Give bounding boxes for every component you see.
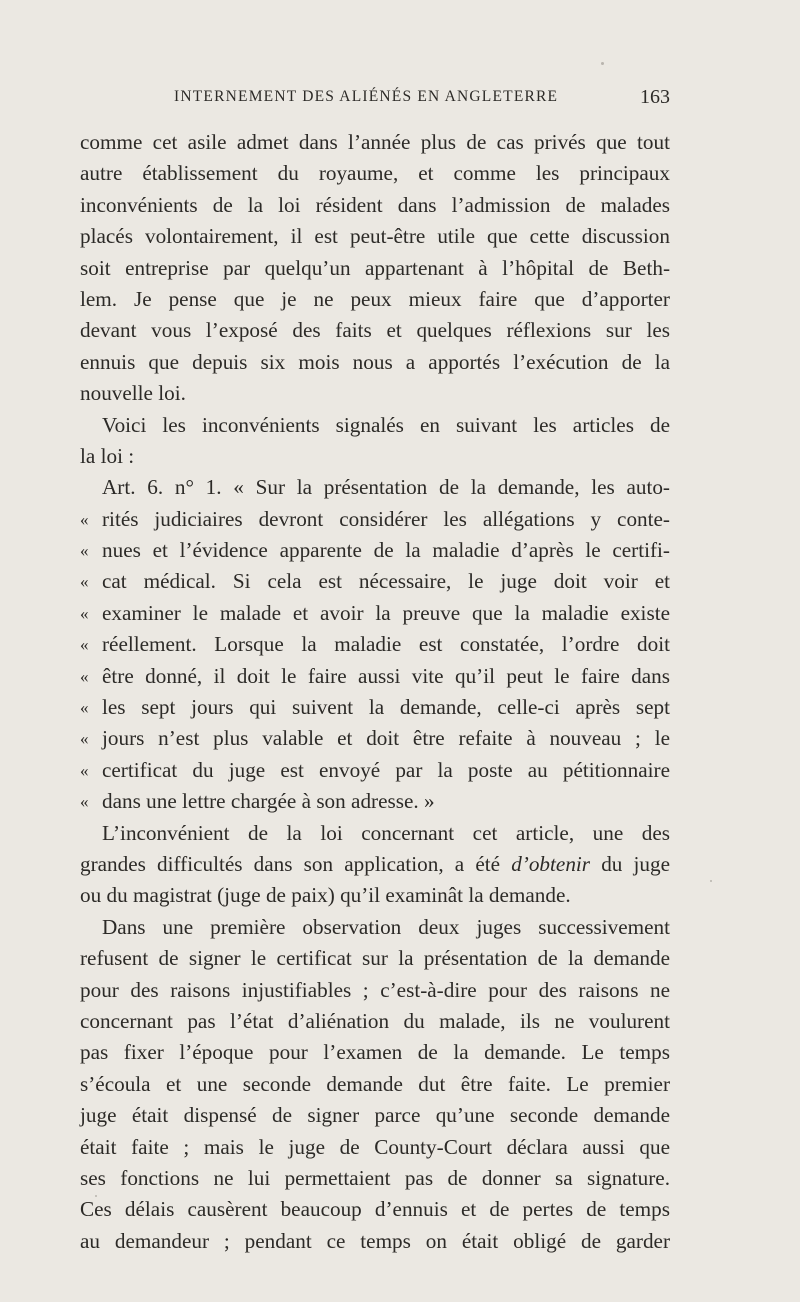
quote-text: être donné, il doit le faire aussi vite qu’il peut le faire dans <box>102 663 670 688</box>
quote-line <box>80 535 670 566</box>
emphasis-text: d’obtenir <box>511 851 591 876</box>
paper-speck <box>601 62 604 65</box>
text-line: pas fixer l’époque pour l’examen de la demande. Le temps <box>80 1040 670 1065</box>
quote-line <box>80 504 670 535</box>
text-line: autre établissement du royaume, et comme les principaux <box>80 161 670 186</box>
quote-mark: « <box>80 698 89 718</box>
text-segment: du juge <box>601 851 670 876</box>
text-line: lem. Je pense que je ne peux mieux faire que d’apporter <box>80 286 670 311</box>
text-line: Voici les inconvénients signalés en suivant les articles de <box>102 412 670 437</box>
quote-mark: « <box>80 541 89 561</box>
paper-speck <box>95 1195 97 1197</box>
paper-speck <box>710 880 712 882</box>
text-line: comme cet asile admet dans l’année plus de cas privés que tout <box>80 130 670 154</box>
quote-text: dans une lettre chargée à son adresse. » <box>102 789 435 814</box>
quote-text: réellement. Lorsque la maladie est constatée, l’ordre doit <box>102 632 670 657</box>
text-line: la loi : <box>80 443 135 468</box>
quote-line <box>80 786 670 817</box>
page-number: 163 <box>640 86 670 108</box>
text-line: inconvénients de la loi résident dans l’admission de malades <box>80 192 670 217</box>
text-line: pour des raisons injustifiables ; c’est-à-dire pour des raisons ne <box>80 977 670 1002</box>
quote-mark: « <box>80 635 89 655</box>
quote-text: nues et l’évidence apparente de la maladie d’après le certifi- <box>102 538 670 563</box>
text-line: s’écoula et une seconde demande dut être faite. Le premier <box>80 1071 670 1096</box>
quote-mark: « <box>80 666 89 686</box>
quote-mark: « <box>80 572 89 592</box>
quote-line <box>80 661 670 692</box>
quote-mark: « <box>80 509 89 529</box>
quote-line <box>80 723 670 754</box>
text-line <box>80 849 670 880</box>
text-line: Ces délais causèrent beaucoup d’ennuis et de pertes de temps <box>80 1197 670 1222</box>
text-line: devant vous l’exposé des faits et quelques réflexions sur les <box>80 318 670 343</box>
text-line: Art. 6. n° 1. « Sur la présentation de la demande, les auto- <box>102 475 670 500</box>
text-line: nouvelle loi. <box>80 381 186 406</box>
quote-mark: « <box>80 760 89 780</box>
quote-text: examiner le malade et avoir la preuve que la maladie existe <box>102 600 670 625</box>
text-line: refusent de signer le certificat sur la présentation de la demande <box>80 946 670 971</box>
text-line: ses fonctions ne lui permettaient pas de donner sa signature. <box>80 1165 670 1190</box>
quote-text: les sept jours qui suivent la demande, celle-ci après sept <box>102 695 670 720</box>
text-line: Dans une première observation deux juges successivement <box>102 914 670 939</box>
quote-text: cat médical. Si cela est nécessaire, le juge doit voir et <box>102 569 670 594</box>
text-line: soit entreprise par quelqu’un appartenant à l’hôpital de Beth- <box>80 255 670 280</box>
text-line: placés volontairement, il est peut-être utile que cette discussion <box>80 224 670 249</box>
quote-text: jours n’est plus valable et doit être refaite à nouveau ; le <box>102 726 670 751</box>
running-title: INTERNEMENT DES ALIÉNÉS EN ANGLETERRE <box>174 88 559 105</box>
text-segment: grandes difficultés dans son application, a été <box>80 851 501 876</box>
text-line: juge était dispensé de signer parce qu’une seconde demande <box>80 1103 670 1128</box>
quote-text: certificat du juge est envoyé par la poste au pétitionnaire <box>102 757 670 782</box>
text-line: ou du magistrat (juge de paix) qu’il examinât la demande. <box>80 883 571 908</box>
body-text <box>80 127 670 1257</box>
text-line: ennuis que depuis six mois nous a apportés l’exécution de la <box>80 349 670 374</box>
page-header <box>80 88 670 116</box>
text-line: L’inconvénient de la loi concernant cet article, une des <box>102 820 670 845</box>
quote-line <box>80 598 670 629</box>
quote-mark: « <box>80 603 89 623</box>
quote-line <box>80 692 670 723</box>
quote-text: rités judiciaires devront considérer les allégations y conte- <box>102 506 670 531</box>
quote-line <box>80 755 670 786</box>
quote-mark: « <box>80 792 89 812</box>
text-line: concernant pas l’état d’aliénation du malade, ils ne voulurent <box>80 1008 670 1033</box>
quote-line <box>80 566 670 597</box>
text-line: au demandeur ; pendant ce temps on était obligé de garder <box>80 1228 670 1253</box>
quote-mark: « <box>80 729 89 749</box>
text-line: était faite ; mais le juge de County-Court déclara aussi que <box>80 1134 670 1159</box>
quote-line <box>80 629 670 660</box>
